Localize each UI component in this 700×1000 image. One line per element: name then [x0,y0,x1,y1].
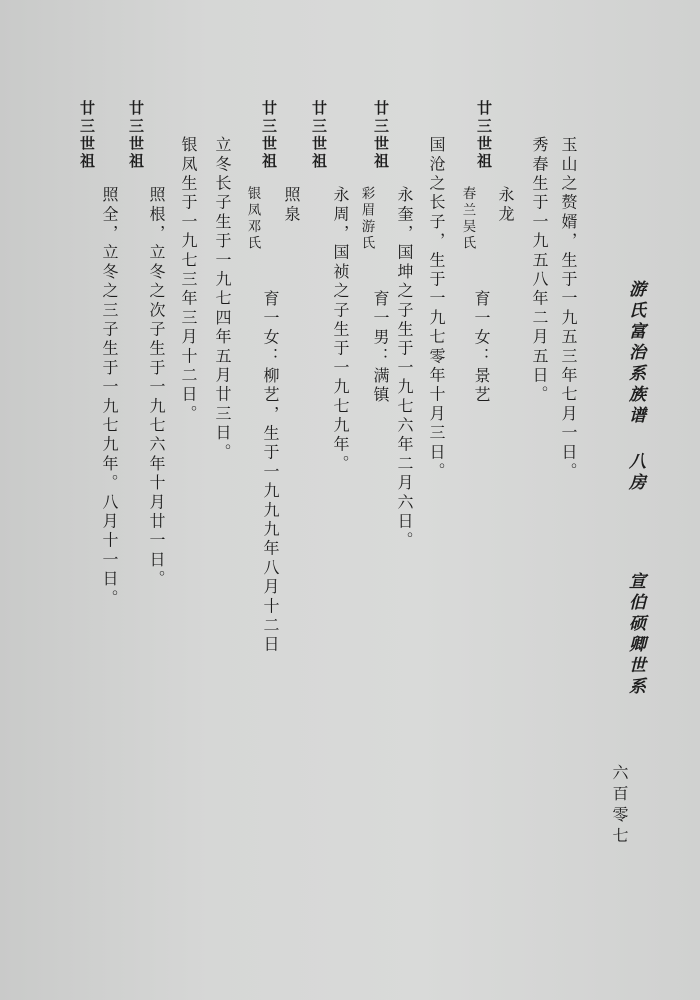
children-note: 育一女：景艺 [472,290,491,406]
generation-label: 廿三世祖 [260,100,278,171]
generation-label: 廿三世祖 [310,100,328,171]
person-name: 照泉 [282,186,301,225]
generation-label: 廿三世祖 [475,100,493,171]
generation-label: 廿三世祖 [78,100,96,171]
entry-text: 照全，立冬之三子生于一九七九年。八月十一日。 [100,186,119,609]
branch-title: 八房 [625,452,645,494]
generation-label: 廿三世祖 [372,100,390,171]
page-number: 六百零七 [610,764,629,848]
children-note: 育一女：柳艺，生于一九九九年八月十二日 [261,290,280,655]
entry-text: 照根，立冬之次子生于一九七六年十月廿一日。 [147,186,166,590]
entry-text: 银凤生于一九七三年三月十二日。 [179,136,198,424]
children-note: 育一男：满镇 [371,290,390,406]
lineage-title: 宣伯硕卿世系 [625,572,645,698]
entry-text: 秀春生于一九五八年二月五日。 [530,136,549,405]
entry-text: 永奎，国坤之子生于一九七六年二月六日。 [395,186,414,551]
generation-label: 廿三世祖 [127,100,145,171]
entry-text: 永周，国祯之子生于一九七九年。 [331,186,350,474]
entry-text: 立冬长子生于一九七四年五月廿三日。 [213,136,232,463]
person-name: 永龙 [496,186,515,225]
entry-text: 玉山之赘婿，生于一九五三年七月一日。 [559,136,578,482]
spouse-name: 彩眉游氏 [358,186,375,252]
spouse-name: 银凤邓氏 [244,186,261,252]
entry-text: 国沧之长子，生于一九七零年十月三日。 [427,136,446,482]
spouse-name: 春兰吴氏 [459,186,476,252]
book-title: 游氏富治系族谱 [625,280,645,427]
